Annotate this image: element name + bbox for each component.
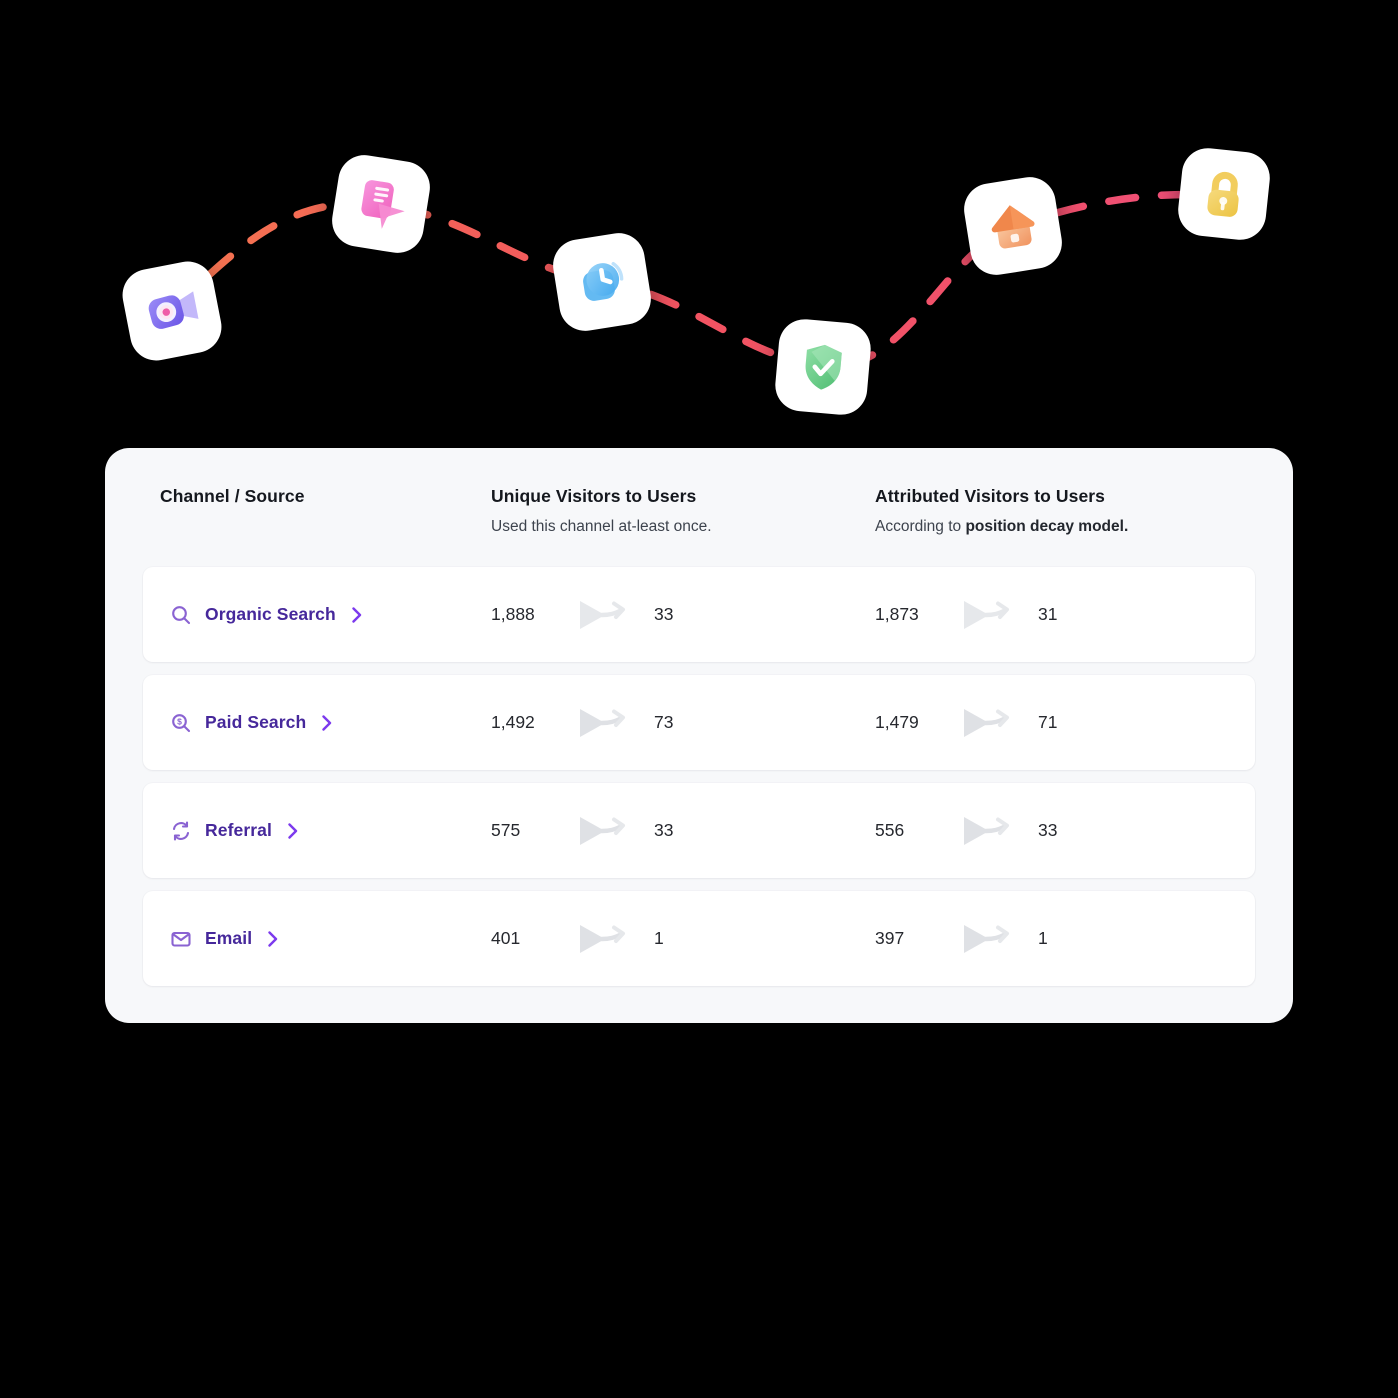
- unique-visitors-value: 575: [491, 820, 521, 840]
- attributed-users-value: 1: [1038, 928, 1048, 948]
- flow-arrow-icon: [578, 922, 654, 956]
- channel-label: Email: [205, 928, 253, 948]
- flow-arrow-icon: [578, 598, 654, 632]
- unique-metric: [491, 814, 875, 848]
- channel-column-title: Channel / Source: [160, 486, 305, 506]
- unique-visitors-value: 1,888: [491, 604, 535, 624]
- home-icon: [981, 194, 1045, 258]
- paid-search-icon: [170, 712, 192, 734]
- shield-check-icon: [793, 337, 854, 398]
- unique-users-value: 33: [654, 604, 674, 624]
- unique-column-title: Unique Visitors to Users: [491, 486, 697, 506]
- flow-arrow-icon: [578, 706, 654, 740]
- journey-tile-clock: [549, 229, 654, 334]
- column-header-unique: [491, 486, 875, 536]
- unique-visitors-value: 1,492: [491, 712, 535, 732]
- unique-visitors-value: 401: [491, 928, 521, 948]
- chevron-right-icon: [352, 607, 362, 623]
- attributed-visitors-value: 556: [875, 820, 905, 840]
- flow-arrow-icon: [962, 706, 1038, 740]
- unique-metric: [491, 922, 875, 956]
- journey-tile-home: [960, 173, 1065, 278]
- attribution-table-card: [105, 448, 1293, 1023]
- attributed-column-subtitle: According to position decay model.: [875, 518, 1129, 535]
- chevron-right-icon: [288, 823, 298, 839]
- chevron-right-icon: [322, 715, 332, 731]
- table-row-email[interactable]: [143, 891, 1255, 986]
- table-rows: [143, 567, 1255, 986]
- flow-arrow-icon: [578, 814, 654, 848]
- referral-icon: [170, 820, 192, 842]
- channel-label: Organic Search: [205, 604, 336, 624]
- unique-column-subtitle: Used this channel at-least once.: [491, 518, 712, 535]
- channel-label: Referral: [205, 820, 272, 840]
- unique-metric: [491, 598, 875, 632]
- chat-note-icon: [349, 172, 413, 236]
- column-header-attributed: [875, 486, 1255, 536]
- flow-arrow-icon: [962, 814, 1038, 848]
- journey-tile-shield: [773, 317, 873, 417]
- attributed-visitors-value: 1,873: [875, 604, 919, 624]
- chevron-right-icon: [268, 931, 278, 947]
- attributed-column-title: Attributed Visitors to Users: [875, 486, 1106, 506]
- journey-strip: [0, 0, 1398, 440]
- attributed-visitors-value: 397: [875, 928, 905, 948]
- column-header-channel: [160, 486, 491, 507]
- table-row-paid-search[interactable]: [143, 675, 1255, 770]
- unique-users-value: 1: [654, 928, 664, 948]
- channel-link-email[interactable]: [170, 928, 491, 950]
- attributed-metric: [875, 598, 1255, 632]
- attributed-users-value: 33: [1038, 820, 1058, 840]
- channel-label: Paid Search: [205, 712, 307, 732]
- svg-text:$: $: [177, 716, 182, 727]
- table-row-referral[interactable]: [143, 783, 1255, 878]
- table-row-organic-search[interactable]: [143, 567, 1255, 662]
- flow-arrow-icon: [962, 922, 1038, 956]
- channel-link-organic-search[interactable]: [170, 604, 491, 626]
- unique-metric: [491, 706, 875, 740]
- journey-tile-lock: [1176, 146, 1273, 243]
- channel-link-referral[interactable]: [170, 820, 491, 842]
- attributed-users-value: 71: [1038, 712, 1058, 732]
- attributed-metric: [875, 706, 1255, 740]
- unique-users-value: 33: [654, 820, 674, 840]
- clock-icon: [570, 250, 634, 314]
- attributed-visitors-value: 1,479: [875, 712, 919, 732]
- attributed-metric: [875, 814, 1255, 848]
- flow-arrow-icon: [962, 598, 1038, 632]
- unique-users-value: 73: [654, 712, 674, 732]
- lock-icon: [1193, 163, 1255, 225]
- email-icon: [170, 928, 192, 950]
- journey-tile-chat: [328, 151, 433, 256]
- table-header: [143, 486, 1255, 567]
- attributed-metric: [875, 922, 1255, 956]
- attributed-users-value: 31: [1038, 604, 1058, 624]
- channel-link-paid-search[interactable]: [170, 712, 491, 734]
- video-recorder-icon: [139, 278, 205, 344]
- search-icon: [170, 604, 192, 626]
